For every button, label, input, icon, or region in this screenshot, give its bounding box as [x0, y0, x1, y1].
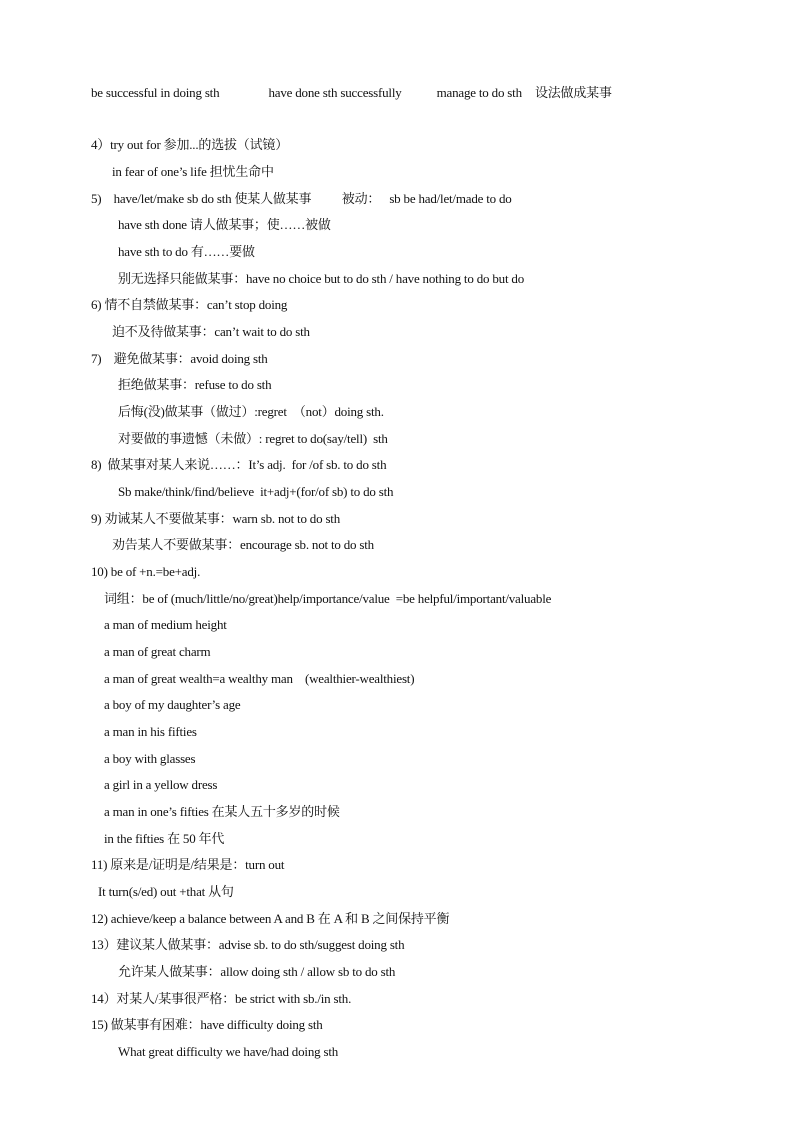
- phrase-manage: manage to do sth: [436, 85, 522, 100]
- text-line: have sth done 请人做某事；使……被做: [118, 217, 331, 232]
- item-4-heading: 4）try out for 参加...的选拔（试镜）: [91, 137, 289, 152]
- text-line: a man in one’s fifties 在某人五十多岁的时候: [104, 804, 340, 819]
- text-line: in fear of one’s life 担忧生命中: [112, 164, 274, 179]
- item-10-heading: 10) be of +n.=be+adj.: [91, 564, 201, 579]
- text-line: a boy with glasses: [104, 751, 196, 766]
- item-13-heading: 13）建议某人做某事：advise sb. to do sth/suggest doing sth: [91, 937, 405, 952]
- text-line: 后悔(没)做某事（做过）:regret （not）doing sth.: [118, 404, 384, 419]
- item-8-heading: 8) 做某事对某人来说……：It’s adj. for /of sb. to do sth: [91, 457, 387, 472]
- text-line: What great difficulty we have/had doing sth: [118, 1044, 339, 1059]
- item-6-heading: 6) 情不自禁做某事：can’t stop doing: [91, 297, 288, 312]
- phrase-successful: be successful in doing sth: [91, 85, 220, 100]
- item-9-heading: 9) 劝诫某人不要做某事：warn sb. not to do sth: [91, 511, 341, 526]
- item-11-heading: 11) 原来是/证明是/结果是：turn out: [91, 857, 285, 872]
- intro-line: [91, 85, 612, 101]
- text-line: It turn(s/ed) out +that 从句: [98, 884, 234, 899]
- text-line: a man of medium height: [104, 617, 227, 632]
- item-12-heading: 12) achieve/keep a balance between A and B 在 A 和 B 之间保持平衡: [91, 911, 450, 926]
- text-line: 允许某人做某事：allow doing sth / allow sb to do sth: [118, 964, 396, 979]
- text-line: 别无选择只能做某事：have no choice but to do sth / have nothing to do but do: [118, 271, 525, 286]
- item-7-heading: 7) 避免做某事：avoid doing sth: [91, 351, 268, 366]
- text-line: a man of great charm: [104, 644, 211, 659]
- phrase-manage-meaning: 设法做成某事: [534, 85, 612, 100]
- text-line: 迫不及待做某事：can’t wait to do sth: [112, 324, 310, 339]
- text-line: 拒绝做某事：refuse to do sth: [118, 377, 272, 392]
- text-line: have sth to do 有……要做: [118, 244, 255, 259]
- text-line: in the fifties 在 50 年代: [104, 831, 225, 846]
- text-line: a man of great wealth=a wealthy man (wealthier-wealthiest): [104, 671, 415, 686]
- item-14-heading: 14）对某人/某事很严格：be strict with sb./in sth.: [91, 991, 352, 1006]
- text-line: Sb make/think/find/believe it+adj+(for/of sb) to do sth: [118, 484, 394, 499]
- item-15-heading: 15) 做某事有困难：have difficulty doing sth: [91, 1017, 323, 1032]
- item-5-heading: 5) have/let/make sb do sth 使某人做某事 被动： sb be had/let/made to do: [91, 191, 512, 206]
- text-line: 劝告某人不要做某事：encourage sb. not to do sth: [112, 537, 374, 552]
- text-line: a man in his fifties: [104, 724, 197, 739]
- text-line: 对要做的事遗憾（未做）: regret to do(say/tell) sth: [118, 431, 388, 446]
- phrase-done-successfully: have done sth successfully: [268, 85, 402, 100]
- text-line: a girl in a yellow dress: [104, 777, 218, 792]
- text-line: a boy of my daughter’s age: [104, 697, 241, 712]
- text-line: 词组：be of (much/little/no/great)help/importance/value =be helpful/important/valuable: [104, 591, 552, 606]
